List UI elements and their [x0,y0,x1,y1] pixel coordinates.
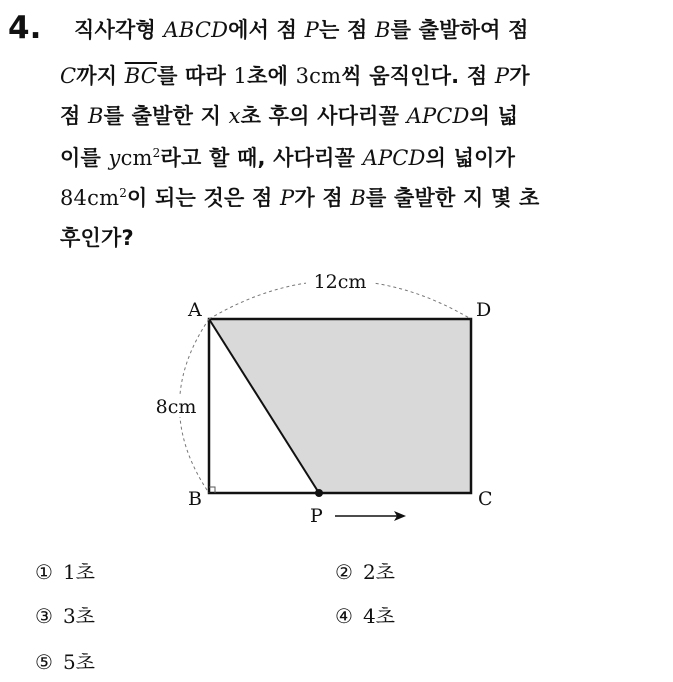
vertex-label-a: A [188,299,202,321]
question-number: 4. [8,10,42,46]
vertex-label-d: D [476,299,492,321]
question-line-4: 이를 ycm$^2$라고 할 때, 사다리꼴 APCD의 넓이가 [60,146,516,170]
trapezoid-apcd [209,319,471,493]
choice-2[interactable]: ② 2초 [335,560,395,584]
point-p [315,489,323,497]
width-label: 12cm [313,271,367,293]
question-line-2: C까지 $\overline{BC}$를 따라 1초에 3cm씩 움직인다. 점 P가 [60,64,530,88]
vertex-label-c: C [478,488,493,510]
question-line-3: 점 B를 출발한 지 x초 후의 사다리꼴 APCD의 넓 [60,104,519,128]
height-label: 8cm [155,396,197,418]
question-line-6: 후인가? [60,226,134,250]
choice-5[interactable]: ⑤ 5초 [35,650,95,674]
choice-4[interactable]: ④ 4초 [335,604,395,628]
vertex-label-b: B [188,488,202,510]
choice-3[interactable]: ③ 3초 [35,604,95,628]
point-label-p: P [310,505,323,527]
question-line-5: $84cm^2$이 되는 것은 점 P가 점 B를 출발한 지 몇 초 [60,186,540,210]
choice-1[interactable]: ① 1초 [35,560,95,584]
question-line-1: 직사각형 ABCD에서 점 P는 점 B를 출발하여 점 [74,18,529,42]
